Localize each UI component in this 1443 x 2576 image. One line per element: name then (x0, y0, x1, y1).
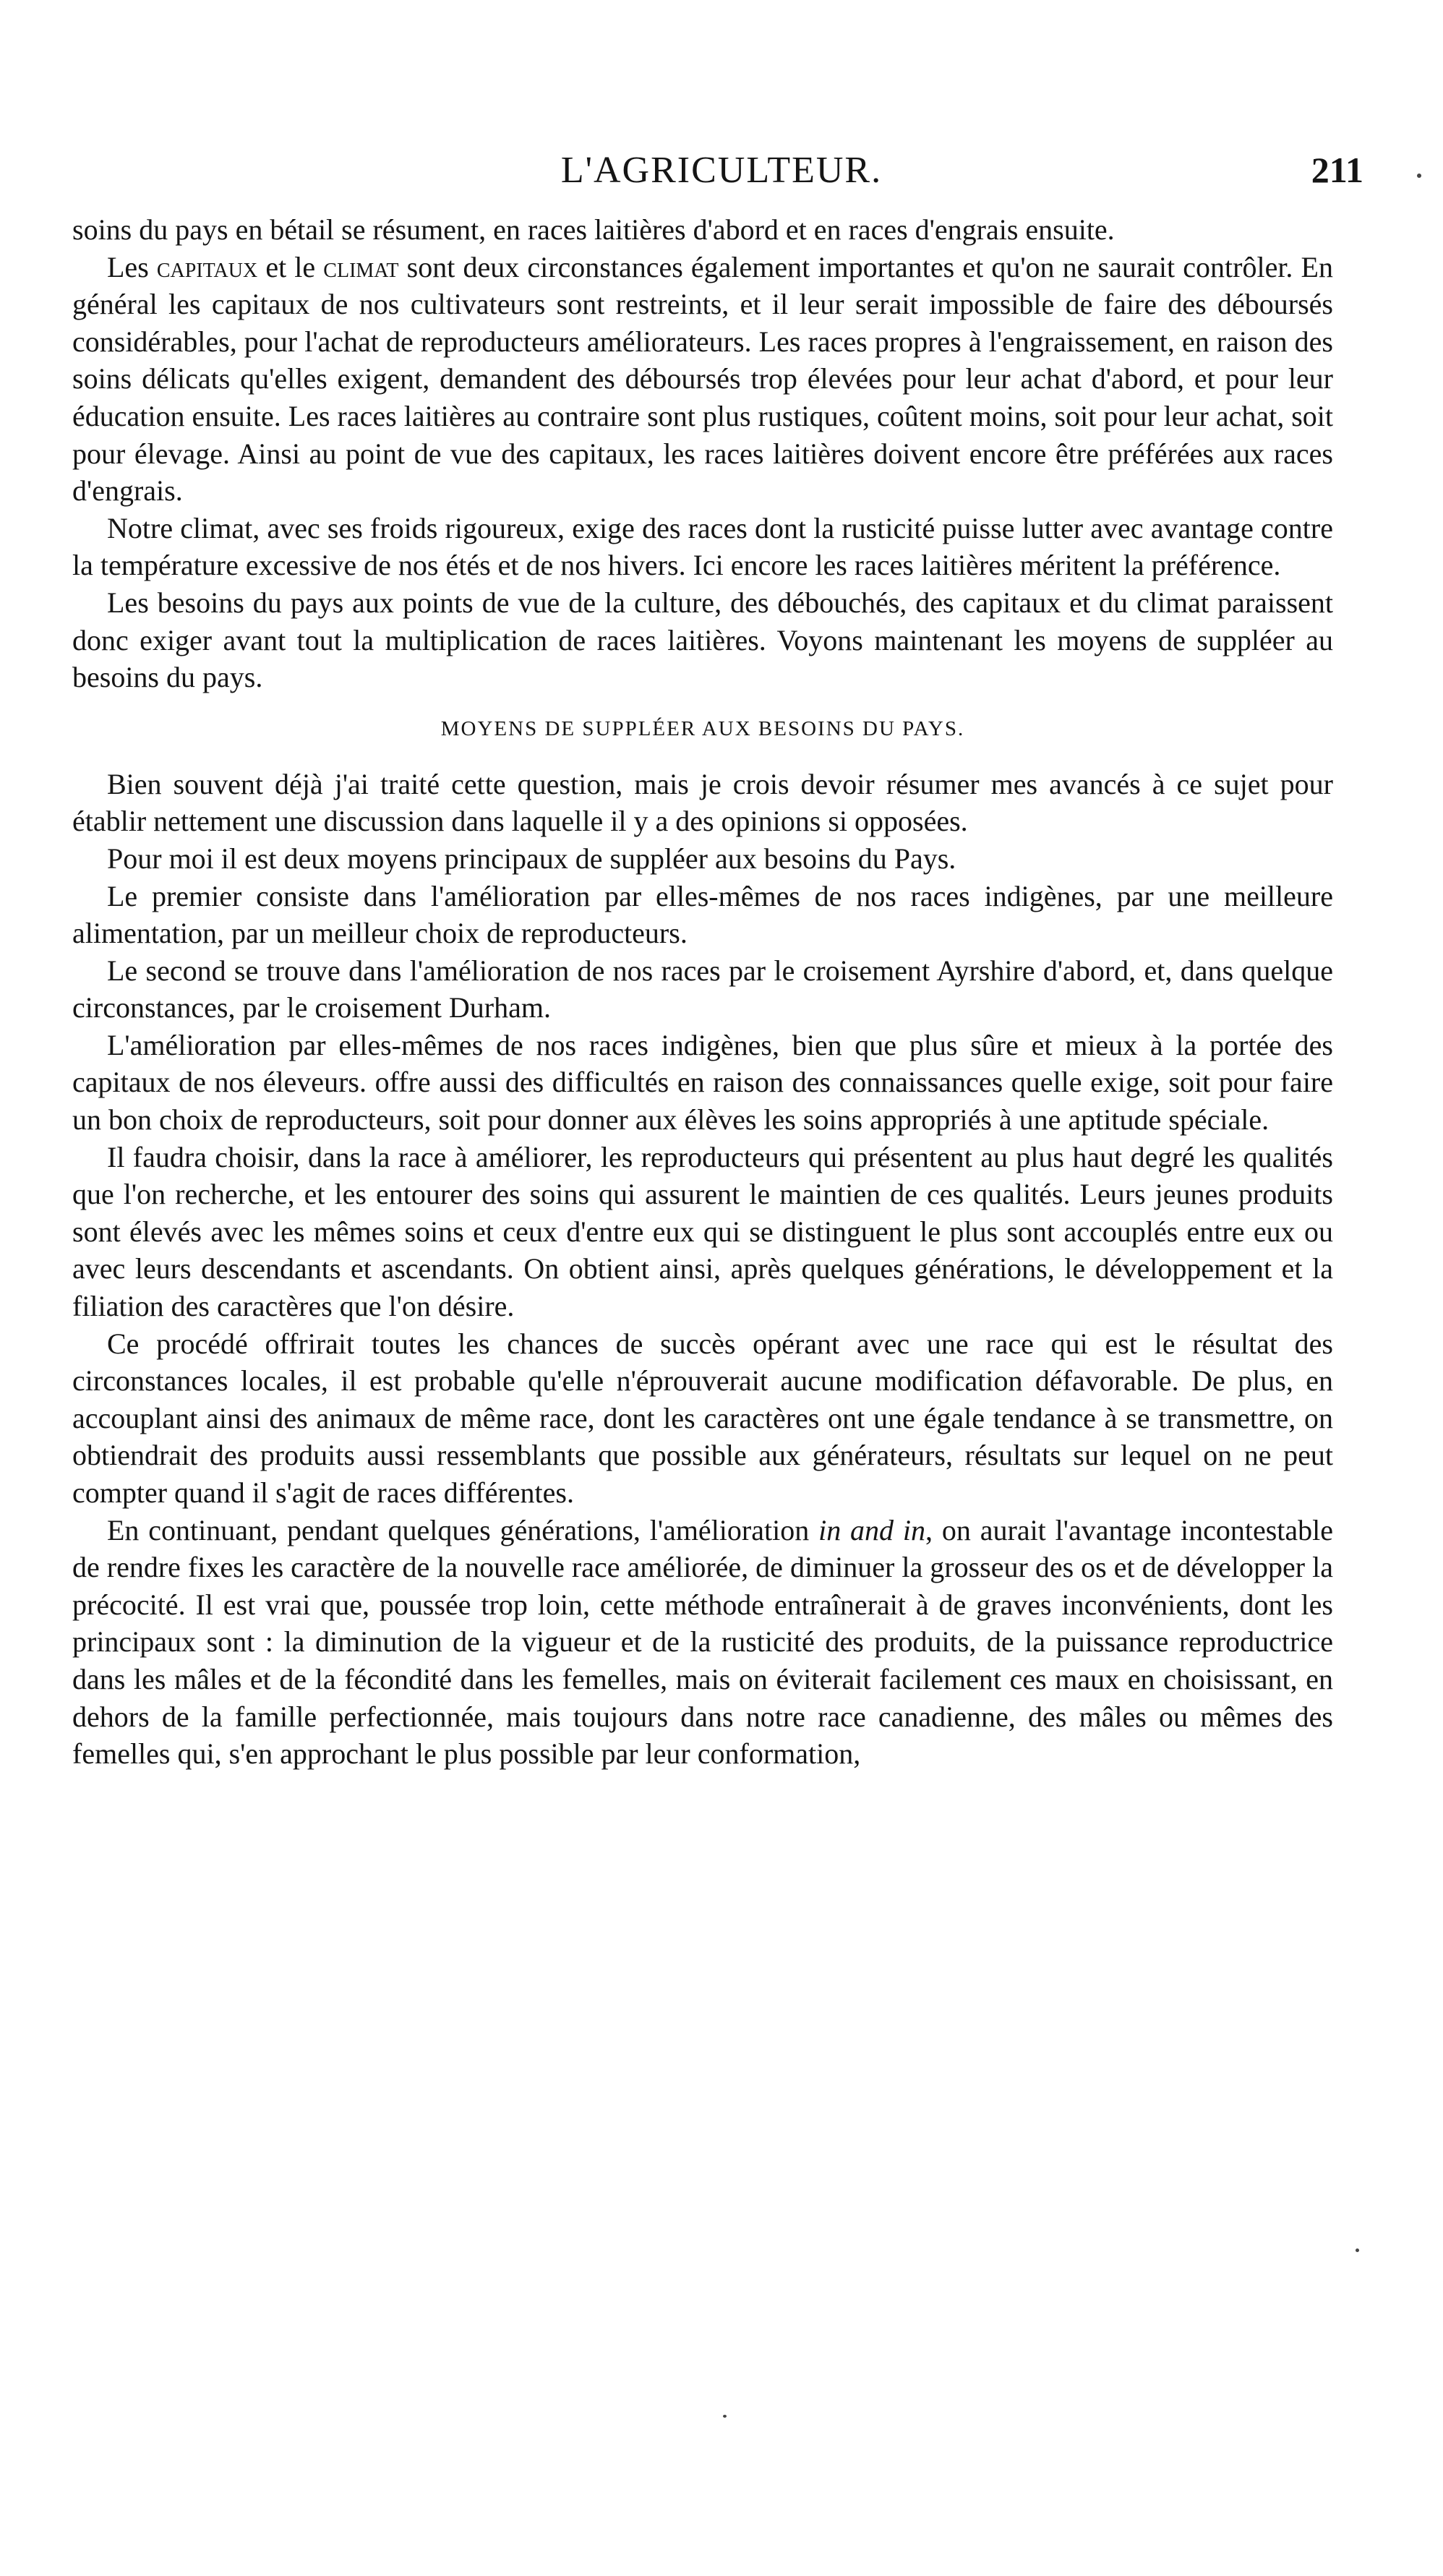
paragraph: Pour moi il est deux moyens principaux de suppléer aux besoins du Pays. (107, 842, 956, 875)
paragraph-besoins: Les besoins du pays aux points de vue de la culture, des débouchés, des capitaux et du climat paraissent donc exiger avant tout la multiplication de races laitières. Voyons maintenant les moyens de suppléer au besoins du pays. (72, 586, 1333, 694)
section-heading: MOYENS DE SUPPLÉER AUX BESOINS DU PAYS. (440, 716, 965, 740)
page-header (72, 149, 1371, 200)
paragraph-climat: Notre climat, avec ses froids rigoureux, exige des races dont la rusticité puisse lutter avec avantage contre la température excessive de nos étés et de nos hivers. Ici encore les races laitières méritent la préférence. (72, 511, 1333, 582)
small-caps-capitaux: capitaux (156, 250, 258, 283)
text-run: sont deux circonstances également importantes et qu'on ne saurait contrôler. En général les capitaux de nos cultivateurs sont restreints, et il leur serait impossible de faire des déboursés considérables, pour l'achat de reproducteurs améliorateurs. Les races propres à l'engraissement, en raison des soins délicats qu'elles exigent, demandent des déboursés trop élevées pour leur achat d'abord, et pour leur éducation ensuite. Les races laitières au contraire sont plus rustiques, coûtent moins, soit pour leur achat, soit pour élevage. Ainsi au point de vue des capitaux, les races laitières doivent encore être préférées aux races d'engrais. (72, 250, 1333, 508)
scan-speck (1417, 174, 1421, 178)
small-caps-climat: climat (323, 250, 399, 283)
scan-speck (723, 2415, 727, 2418)
text-run: et le (257, 250, 324, 283)
text-run: En continuant, pendant quelques générations, l'amélioration (107, 1513, 819, 1546)
page-number: 211 (1311, 150, 1363, 190)
paragraph-capitaux-climat (72, 249, 1333, 510)
paragraph: Le premier consiste dans l'amélioration par elles-mêmes de nos races indigènes, par une meilleure alimentation, par un meilleur choix de reproducteurs. (72, 879, 1333, 950)
scan-speck (1356, 2248, 1359, 2252)
italic-in-and-in: in and in (818, 1513, 926, 1546)
paragraph-continuation: soins du pays en bétail se résument, en races laitières d'abord et en races d'engrais ensuite. (72, 213, 1115, 246)
body-text (72, 211, 1333, 1773)
paragraph: Ce procédé offrirait toutes les chances de succès opérant avec une race qui est le résultat des circonstances locales, il est probable qu'elle n'éprouverait aucune modification défavorable. De plus, en accouplant ainsi des animaux de même race, dont les caractères ont une égale tendance à se transmettre, on obtiendrait des produits aussi ressemblants que possible aux générateurs, résultats sur lequel on ne peut compter quand il s'agit de races différentes. (72, 1327, 1333, 1509)
paragraph: Il faudra choisir, dans la race à améliorer, les reproducteurs qui présentent au plus haut degré les qualités que l'on recherche, et les entourer des soins qui assurent le maintien de ces qualités. Leurs jeunes produits sont élevés avec les mêmes soins et ceux d'entre eux qui se distinguent le plus sont accouplés entre eux ou avec leurs descendants et ascendants. On obtient ainsi, après quelques générations, le développement et la filiation des caractères que l'on désire. (72, 1140, 1333, 1323)
text-run: Les (107, 250, 157, 283)
paragraph-in-and-in (72, 1512, 1333, 1773)
paragraph: Le second se trouve dans l'amélioration de nos races par le croisement Ayrshire d'abord, et, dans quelque circonstances, par le croisement Durham. (72, 954, 1333, 1024)
paragraph: L'amélioration par elles-mêmes de nos races indigènes, bien que plus sûre et mieux à la portée des capitaux de nos éleveurs. offre aussi des difficultés en raison des connaissances quelle exige, soit pour faire un bon choix de reproducteurs, soit pour donner aux élèves les soins appropriés à une aptitude spéciale. (72, 1028, 1333, 1137)
paragraph: Bien souvent déjà j'ai traité cette question, mais je crois devoir résumer mes avancés à ce sujet pour établir nettement une discussion dans laquelle il y a des opinions si opposées. (72, 767, 1333, 838)
running-title: L'AGRICULTEUR. (560, 150, 883, 191)
text-run: , on aurait l'avantage incontestable de rendre fixes les caractère de la nouvelle race améliorée, de diminuer la grosseur des os et de développer la précocité. Il est vrai que, poussée trop loin, cette méthode entraînerait à de graves inconvénients, dont les principaux sont : la diminution de la vigueur et de la rusticité des produits, de la puissance reproductrice dans les mâles et de la fécondité dans les femelles, mais on éviterait facilement ces maux en choisissant, en dehors de la famille perfectionnée, mais toujours dans notre race canadienne, des mâles ou mêmes des femelles qui, s'en approchant le plus possible par leur conformation, (72, 1513, 1333, 1771)
